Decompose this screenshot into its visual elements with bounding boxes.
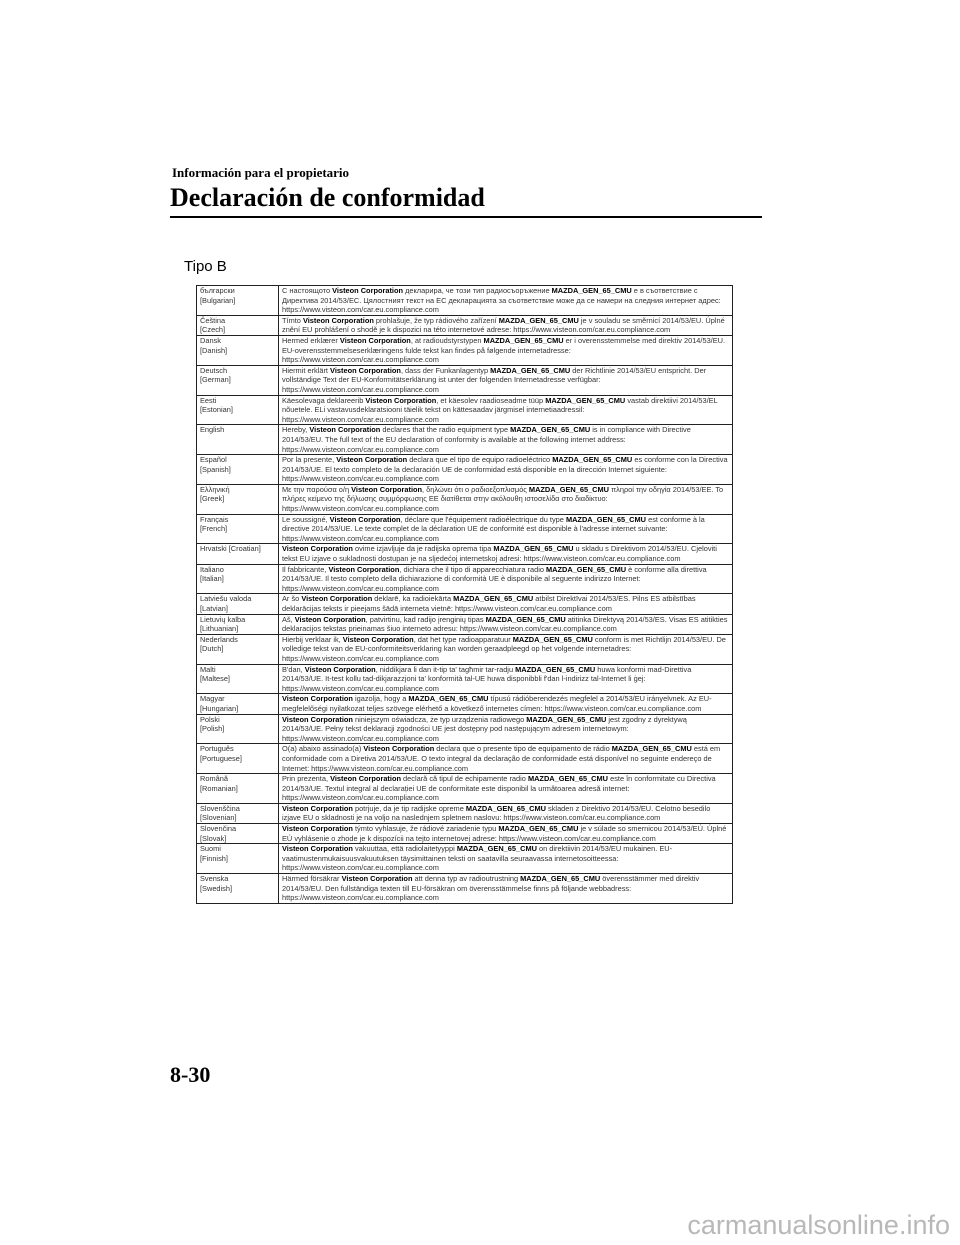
declaration-text: es conforme con la Directiva 2014/53/UE. El texto completo de la declaración UE de conformidad está disponible en la dirección Internet siguiente: https://www.visteon.com/car.eu.compliance.com (282, 455, 728, 484)
declaration-cell (279, 514, 733, 544)
declaration-text: Aš, (282, 614, 295, 624)
language-label: Polski (200, 714, 220, 724)
declaration-text: est conforme à la directive 2014/53/UE. Le texte complet de la déclaration UE de conformité est disponible à l'adresse internet suivante: https://www.visteon.com/car.eu.compliance.com (282, 514, 705, 543)
declaration-emphasis: MAZDA_GEN_65_CMU (545, 395, 626, 405)
language-label: български (200, 286, 235, 295)
language-label: [Dutch] (200, 644, 224, 654)
language-label: [Finnish] (200, 853, 228, 863)
language-cell (197, 874, 279, 904)
language-label: Español (200, 455, 227, 465)
declaration-text: O(a) abaixo assinado(a) (282, 744, 364, 754)
declaration-text: , niddikjara li dan it-tip ta' tagħmir tar-radju (375, 664, 516, 674)
watermark: carmanualsonline.info (687, 1210, 950, 1240)
table-row (197, 594, 733, 614)
language-cell (197, 714, 279, 744)
declaration-cell (279, 824, 733, 844)
declaration-emphasis: MAZDA_GEN_65_CMU (456, 844, 537, 854)
declaration-text: deklarē, ka radioiekārta (372, 594, 454, 604)
declaration-text: este în conformitate cu Directiva 2014/53/UE. Textul integral al declarației UE de conformitate este disponibil la următoarea adresă internet: https://www.visteon.com/car.eu.compliance.com (282, 774, 716, 803)
declaration-cell (279, 664, 733, 694)
declaration-cell (279, 594, 733, 614)
declaration-text: Por la presente, (282, 455, 337, 465)
language-label: [Maltese] (200, 674, 230, 684)
declaration-text: , at radioudstyrstypen (410, 335, 484, 345)
declaration-text: Le soussigné, (282, 514, 330, 524)
language-label: Français (200, 514, 229, 524)
declaration-text: atitinka Direktyvą 2014/53/ES. Visas ES atitikties deklaracijos tekstas prieinamas šiuo interneto adresu: https://www.visteon.com/car.eu.compliance.com (282, 614, 728, 634)
declaration-text: ovime izjavljuje da je radijska oprema tipa (352, 544, 494, 554)
declaration-cell (279, 774, 733, 804)
language-label: [Polish] (200, 724, 225, 734)
declaration-cell (279, 564, 733, 594)
language-cell (197, 564, 279, 594)
declaration-text: Il fabbricante, (282, 564, 329, 574)
declaration-text: Tímto (282, 315, 303, 325)
language-cell (197, 774, 279, 804)
declaration-text: , dat het type radioapparatuur (413, 634, 513, 644)
declaration-text: Hereby, (282, 425, 310, 435)
declaration-text: declara que el tipo de equipo radioeléctrico (407, 455, 553, 465)
declaration-cell (279, 395, 733, 425)
declaration-emphasis: Visteon Corporation (332, 286, 404, 295)
declaration-text: conform is met Richtlijn 2014/53/EU. De volledige tekst van de EU-conformiteitsverklaring kan worden geraadpleegd op het volgende internetadres: https://www.visteon.com/car.eu.compliance.com (282, 634, 726, 663)
table-row (197, 455, 733, 485)
language-label: [Hungarian] (200, 703, 239, 713)
language-label: Dansk (200, 335, 221, 345)
language-cell (197, 803, 279, 823)
declaration-emphasis: MAZDA_GEN_65_CMU (565, 514, 647, 524)
declaration-emphasis: Visteon Corporation (329, 514, 401, 524)
language-label: [German] (200, 375, 231, 385)
declaration-emphasis: MAZDA_GEN_65_CMU (453, 594, 534, 604)
language-label: [Slovenian] (200, 813, 237, 823)
declaration-emphasis: Visteon Corporation (309, 425, 381, 435)
language-cell (197, 455, 279, 485)
language-cell (197, 335, 279, 365)
declaration-emphasis: Visteon Corporation (302, 315, 374, 325)
declaration-text: je v súlade so smernicou 2014/53/EÚ. Úplné EÚ vyhlásenie o zhode je k dispozícii na tejto internetovej adrese: https://www.visteon.com/car.eu.compliance.com (282, 824, 727, 843)
declaration-text: πληροί την οδηγία 2014/53/ΕΕ. Το πλήρες κείμενο της δήλωσης συμμόρφωσης ΕΕ διατίθεται στην ακόλουθη ιστοσελίδα στο διαδίκτυο: https://www.visteon.com/car.eu.compliance.com (282, 484, 724, 514)
declaration-cell (279, 744, 733, 774)
table-row (197, 874, 733, 904)
declaration-emphasis: Visteon Corporation (341, 874, 413, 884)
language-label: Nederlands (200, 634, 238, 644)
language-cell (197, 484, 279, 514)
declaration-text: è conforme alla direttiva 2014/53/UE. Il testo completo della dichiarazione di conformità UE è disponibile al seguente indirizzo Internet: https://www.visteon.com/car.eu.compliance.com (282, 564, 707, 593)
declaration-table (196, 285, 733, 904)
declaration-emphasis: MAZDA_GEN_65_CMU (490, 365, 571, 375)
declaration-emphasis: MAZDA_GEN_65_CMU (498, 824, 579, 834)
declaration-emphasis: MAZDA_GEN_65_CMU (527, 774, 609, 784)
language-label: Deutsch (200, 365, 228, 375)
declaration-text: igazolja, hogy a (352, 694, 409, 704)
declaration-text: , et käesolev raadioseadme tüüp (436, 395, 546, 405)
declaration-emphasis: Visteon Corporation (294, 614, 366, 624)
declaration-emphasis: Visteon Corporation (282, 714, 353, 724)
declaration-text: , δηλώνει ότι ο ραδιοεξοπλισμός (422, 484, 529, 494)
language-label: [Greek] (200, 494, 225, 504)
table-row (197, 365, 733, 395)
declaration-text: skladen z Direktivo 2014/53/EU. Celotno besedilo izjave EU o skladnosti je na voljo na naslednjem spletnem naslovu: https://www.visteon.com/car.eu.compliance.com (282, 803, 711, 823)
declaration-cell (279, 286, 733, 316)
language-label: Suomi (200, 844, 221, 854)
declaration-cell (279, 425, 733, 455)
table-row (197, 844, 733, 874)
declaration-emphasis: MAZDA_GEN_65_CMU (515, 664, 596, 674)
table-row (197, 514, 733, 544)
declaration-emphasis: Visteon Corporation (363, 744, 435, 754)
declaration-cell (279, 365, 733, 395)
declaration-text: Ar šo (282, 594, 302, 604)
table-row (197, 484, 733, 514)
declaration-emphasis: Visteon Corporation (328, 564, 400, 574)
declaration-emphasis: Visteon Corporation (301, 594, 373, 604)
page-title: Declaración de conformidad (170, 183, 485, 212)
declaration-text: prohlašuje, že typ rádiového zařízení (373, 315, 499, 325)
table-row (197, 824, 733, 844)
declaration-text: överensstämmer med direktiv 2014/53/EU. Den fullständiga texten till EU-försäkran om överensstämmelse finns på följande webbadress: https://www.visteon.com/car.eu.compliance.com (282, 874, 700, 903)
table-row (197, 286, 733, 316)
declaration-emphasis: Visteon Corporation (282, 803, 353, 813)
declaration-cell (279, 335, 733, 365)
declaration-emphasis: MAZDA_GEN_65_CMU (408, 694, 489, 704)
declaration-text: týmto vyhlasuje, že rádiové zariadenie typu (352, 824, 499, 834)
language-label: Eesti (200, 395, 217, 405)
declaration-emphasis: MAZDA_GEN_65_CMU (510, 425, 591, 435)
language-label: Ελληνική (200, 484, 230, 494)
table-row (197, 335, 733, 365)
declaration-text: potrjuje, da je tip radijske opreme (352, 803, 466, 813)
declaration-text: típusú rádióberendezés megfelel a 2014/53/EU irányelvnek. Az EU-megfelelőségi nyilatkozat teljes szövege elérhető a következő internetes címen: https://www.visteon.com/car.eu.compliance.com (282, 694, 712, 713)
declaration-text: der Richtlinie 2014/53/EU entspricht. Der vollständige Text der EU-Konformitätserklärung ist unter der folgenden Internetadresse verfügbar: https://www.visteon.com/car.eu.compliance.com (282, 365, 707, 394)
language-label: [Swedish] (200, 883, 233, 893)
language-label: Lietuvių kalba (200, 614, 246, 624)
language-label: Magyar (200, 694, 225, 704)
declaration-emphasis: MAZDA_GEN_65_CMU (493, 544, 574, 554)
declaration-cell (279, 714, 733, 744)
declaration-emphasis: MAZDA_GEN_65_CMU (483, 335, 564, 345)
declaration-text: , dass der Funkanlagentyp (400, 365, 491, 375)
language-cell (197, 425, 279, 455)
declaration-text: е в съответствие с Директива 2014/53/ЕС. Цялостният текст на ЕС декларацията за съответствие може да се намери на следния интернет адрес: https://www.visteon.com/car.eu.compliance.com (282, 286, 721, 315)
declaration-text: on direktiivin 2014/53/EU mukainen. EU-vaatimustenmukaisuusvakuutuksen täysimittainen teksti on saatavilla seuraavassa internetosoitteessa: https://www.visteon.com/car.eu.compliance.com (282, 844, 673, 873)
declaration-text: B'dan, (282, 664, 305, 674)
declaration-text: Härmed försäkrar (282, 874, 342, 884)
table-row (197, 544, 733, 564)
language-label: [Czech] (200, 325, 226, 335)
page-number: 8-30 (170, 1062, 211, 1087)
table-row (197, 395, 733, 425)
table-row (197, 774, 733, 804)
declaration-emphasis: MAZDA_GEN_65_CMU (512, 634, 593, 644)
declaration-cell (279, 614, 733, 634)
language-label: [Danish] (200, 345, 228, 355)
declaration-emphasis: Visteon Corporation (282, 694, 353, 704)
language-cell (197, 315, 279, 335)
declaration-emphasis: MAZDA_GEN_65_CMU (526, 714, 607, 724)
declaration-text: Με την παρούσα ο/η (282, 484, 352, 494)
declaration-cell (279, 844, 733, 874)
language-cell (197, 694, 279, 714)
declaration-emphasis: Visteon Corporation (351, 484, 423, 494)
declaration-text: , dichiara che il tipo di apparecchiatura radio (399, 564, 547, 574)
declaration-cell (279, 484, 733, 514)
declaration-cell (279, 694, 733, 714)
language-label: Slovenščina (200, 803, 240, 813)
declaration-text: niniejszym oświadcza, że typ urządzenia radiowego (352, 714, 527, 724)
declaration-emphasis: MAZDA_GEN_65_CMU (546, 564, 627, 574)
language-cell (197, 544, 279, 564)
declaration-text: , patvirtinu, kad radijo įrenginių tipas (365, 614, 486, 624)
language-label: [Latvian] (200, 604, 228, 613)
language-label: [Lithuanian] (200, 624, 239, 634)
declaration-emphasis: Visteon Corporation (282, 824, 353, 834)
declaration-text: declara que o presente tipo de equipamento de rádio (434, 744, 612, 754)
language-label: [Estonian] (200, 405, 233, 415)
table-row (197, 744, 733, 774)
declaration-text: is in compliance with Directive 2014/53/EU. The full text of the EU declaration of conformity is available at the following internet address: https://www.visteon.com/car.eu.compliance.com (282, 425, 691, 454)
table-row (197, 634, 733, 664)
table-row (197, 664, 733, 694)
table-row (197, 614, 733, 634)
language-cell (197, 365, 279, 395)
declaration-text: Prin prezenta, (282, 774, 331, 784)
declaration-emphasis: MAZDA_GEN_65_CMU (528, 484, 610, 494)
declaration-emphasis: Visteon Corporation (330, 365, 401, 375)
declaration-cell (279, 874, 733, 904)
language-label: [Italian] (200, 574, 224, 584)
declaration-cell (279, 634, 733, 664)
declaration-text: er i overensstemmelse med direktiv 2014/53/EU. EU-overensstemmelseserklæringens fulde tekst kan findes på følgende internetadresse: https://www.visteon.com/car.eu.compliance.com (282, 335, 726, 365)
language-cell (197, 664, 279, 694)
language-label: Čeština (200, 315, 226, 325)
declaration-text: Hermed erklærer (282, 335, 340, 345)
subtitle: Tipo B (184, 258, 227, 275)
declaration-emphasis: MAZDA_GEN_65_CMU (611, 744, 692, 754)
language-label: [Portuguese] (200, 753, 242, 763)
language-label: Română (200, 774, 228, 784)
declaration-text: jest zgodny z dyrektywą 2014/53/UE. Pełny tekst deklaracji zgodności UE jest dostępny pod następującym adresem internetowym: https://www.visteon.com/car.eu.compliance.com (282, 714, 687, 743)
language-cell (197, 844, 279, 874)
section-label: Información para el propietario (172, 165, 350, 180)
language-label: [Bulgarian] (200, 295, 236, 305)
table-row (197, 694, 733, 714)
declaration-emphasis: MAZDA_GEN_65_CMU (498, 315, 579, 325)
declaration-cell (279, 315, 733, 335)
declaration-emphasis: MAZDA_GEN_65_CMU (520, 874, 601, 884)
declaration-text: declares that the radio equipment type (380, 425, 511, 435)
language-cell (197, 744, 279, 774)
declaration-emphasis: Visteon Corporation (339, 335, 411, 345)
declaration-text: atbilst Direktīvai 2014/53/ES. Pilns ES atbilstības deklarācijas teksts ir pieejams šādā interneta vietnē: https://www.visteon.com/car.eu.compliance.com (282, 594, 696, 613)
declaration-text: je v souladu se směrnicí 2014/53/EU. Úplné znění EU prohlášení o shodě je k dispozici na této internetové adrese: https://www.visteon.com/car.eu.compliance.com (282, 315, 725, 335)
language-cell (197, 634, 279, 664)
language-label: Svenska (200, 874, 229, 884)
declaration-text: С настоящото (282, 286, 333, 295)
language-cell (197, 594, 279, 614)
declaration-text: u skladu s Direktivom 2014/53/EU. Cjeloviti tekst EU izjave o sukladnosti dostupan je na sljedećoj internetskoj adresi: https://www.visteon.com/car.eu.compliance.com (282, 544, 717, 564)
declaration-text: vakuuttaa, että radiolaitetyyppi (352, 844, 457, 854)
declaration-text: Hiermit erklärt (282, 365, 331, 375)
declaration-text: декларира, че този тип радиосъоръжение (403, 286, 552, 295)
table-row (197, 425, 733, 455)
table-row (197, 315, 733, 335)
language-label: [Romanian] (200, 783, 238, 793)
language-cell (197, 286, 279, 316)
language-label: [French] (200, 524, 228, 534)
declaration-cell (279, 803, 733, 823)
declaration-emphasis: Visteon Corporation (365, 395, 437, 405)
declaration-text: huwa konformi mad-Direttiva 2014/53/UE. It-test kollu tad-dikjarazzjoni ta' konformità tal-UE huwa disponibbli f'dan l-indirizz tal-Internet li ġej: https://www.visteon.com/car.eu.compliance.com (282, 664, 692, 693)
language-label: Hrvatski [Croatian] (200, 544, 261, 554)
declaration-emphasis: Visteon Corporation (282, 544, 353, 554)
declaration-emphasis: Visteon Corporation (304, 664, 376, 674)
declaration-cell (279, 455, 733, 485)
language-cell (197, 614, 279, 634)
language-cell (197, 824, 279, 844)
language-label: Slovenčina (200, 824, 237, 834)
language-label: [Spanish] (200, 464, 231, 474)
language-label: Italiano (200, 564, 224, 574)
language-label: [Slovak] (200, 833, 227, 843)
declaration-text: Hierbij verklaar ik, (282, 634, 343, 644)
language-cell (197, 395, 279, 425)
language-cell (197, 514, 279, 544)
table-row (197, 714, 733, 744)
declaration-emphasis: Visteon Corporation (342, 634, 414, 644)
declaration-text: att denna typ av radioutrustning (412, 874, 521, 884)
declaration-emphasis: MAZDA_GEN_65_CMU (552, 455, 633, 465)
table-row (197, 803, 733, 823)
declaration-emphasis: Visteon Corporation (282, 844, 353, 854)
declaration-emphasis: MAZDA_GEN_65_CMU (465, 803, 546, 813)
declaration-emphasis: MAZDA_GEN_65_CMU (485, 614, 566, 624)
declaration-text: , déclare que l'équipement radioélectrique du type (400, 514, 566, 524)
declaration-emphasis: Visteon Corporation (336, 455, 408, 465)
declaration-emphasis: MAZDA_GEN_65_CMU (551, 286, 632, 295)
declaration-text: Käesolevaga deklareerib (282, 395, 366, 405)
declaration-cell (279, 544, 733, 564)
language-label: Latviešu valoda (200, 594, 252, 604)
table-row (197, 564, 733, 594)
language-label: Português (200, 744, 234, 754)
title-rule (170, 216, 762, 218)
declaration-text: declară că tipul de echipamente radio (400, 774, 528, 784)
language-label: Malti (200, 664, 216, 674)
declaration-text: vastab direktiivi 2014/53/EL nõuetele. ELi vastavusdeklaratsiooni täielik tekst on kättesaadav järgmisel internetiaadressil: https://www.visteon.com/car.eu.compliance.com (282, 395, 718, 424)
declaration-emphasis: Visteon Corporation (330, 774, 401, 784)
language-label: English (200, 425, 225, 435)
declaration-text: está em conformidade com a Diretiva 2014/53/UE. O texto integral da declaração de conformidade está disponível no seguinte endereço de Internet: https://www.visteon.com/car.eu.compliance.com (282, 744, 721, 773)
